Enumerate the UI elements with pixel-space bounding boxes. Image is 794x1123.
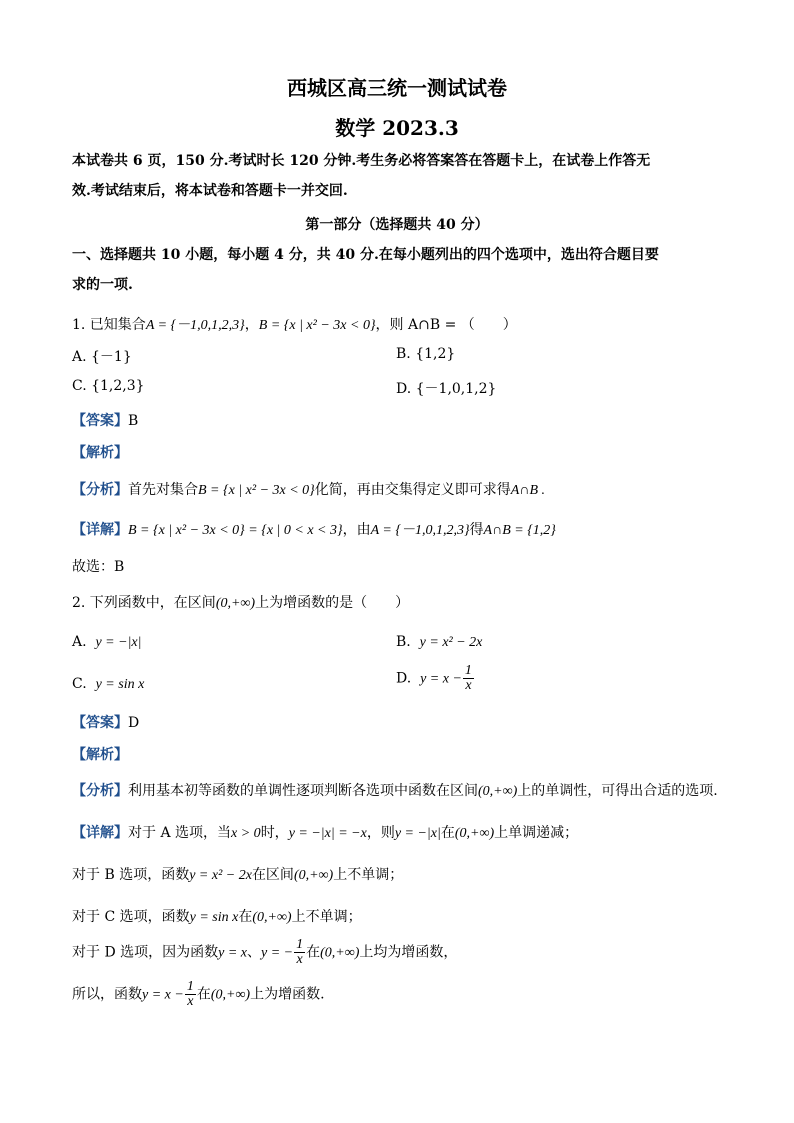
q2-l1-c: ，则: [366, 825, 395, 841]
q2-l1-m3: y = −|x|: [394, 826, 441, 841]
q2-option-d-fraction: [463, 664, 474, 693]
q1-fenxi-math: B = {x | x² − 3x < 0}: [198, 483, 315, 498]
q2-option-b: [396, 634, 482, 651]
q2-fenxi-text-2: 上的单调性，可得出合适的选项.: [517, 783, 718, 799]
q1-option-d: D. {－1,0,1,2}: [396, 381, 497, 397]
q1-stem: [72, 314, 517, 334]
q2-l1-a: 对于 A 选项，当: [128, 825, 232, 841]
q2-xiangjie-line-1: [72, 822, 578, 842]
q1-xiangjie: [72, 519, 556, 539]
q2-xiangjie-line-2: [72, 864, 403, 884]
q2-l4-m2: y = −: [261, 945, 294, 961]
q1-option-a: A. {－1}: [72, 349, 132, 365]
q2-fenxi-text: 利用基本初等函数的单调性逐项判断各选项中函数在区间: [128, 783, 478, 799]
answer-tag: 【答案】: [72, 715, 128, 731]
q2-fenxi-interval: (0,+∞): [478, 784, 518, 799]
q1-xiangjie-math-3: A∩B = {1,2}: [483, 523, 556, 538]
fraction-numerator: 1: [186, 979, 194, 994]
q2-interval: (0,+∞): [215, 596, 256, 611]
q1-conclusion: 故选：B: [72, 559, 125, 575]
q1-comma: ，: [244, 317, 259, 333]
q1-prefix: 1. 已知集合: [72, 317, 146, 333]
q1-fenxi-math-2: A∩B .: [510, 483, 545, 498]
q2-l2-m2: (0,+∞): [293, 868, 334, 883]
q1-set-b: B = {x | x² − 3x < 0}: [258, 318, 376, 333]
section-line-1: 一、选择题共 10 小题，每小题 4 分，共 40 分.在每小题列出的四个选项中，选出符合题目要: [72, 247, 659, 263]
q2-l5-c: 上为增函数.: [250, 986, 325, 1003]
q2-stem-prefix: 2. 下列函数中，在区间: [72, 595, 216, 611]
q2-l5-b: 在: [196, 986, 211, 1003]
q2-fenxi: [72, 780, 718, 800]
q1-xiangjie-math: B = {x | x² − 3x < 0} = {x | 0 < x < 3}: [128, 523, 343, 538]
q2-l2-b: 在区间: [251, 867, 294, 883]
q2-l5-m1: y = x −: [142, 987, 184, 1003]
q2-analysis-tag: 【解析】: [72, 747, 128, 763]
q2-l2-m1: y = x² − 2x: [189, 868, 252, 883]
q2-l3-c: 上不单调；: [291, 909, 362, 925]
q2-l3-a: 对于 C 选项，函数: [72, 909, 190, 925]
q2-l1-d: 在: [440, 825, 455, 841]
page-subtitle: 数学 2023.3: [335, 116, 459, 140]
q2-l5-fraction: [185, 980, 196, 1009]
q2-xiangjie-line-4: [72, 938, 457, 967]
q2-answer-value: D: [128, 715, 140, 731]
q2-l4-b: 、: [247, 944, 261, 961]
q2-l1-m4: (0,+∞): [454, 826, 495, 841]
q2-l1-e: 上单调递减；: [494, 825, 579, 841]
q2-l4-d: 上均为增函数，: [359, 944, 458, 961]
q2-xiangjie-line-3: [72, 906, 362, 926]
instructions-line-2: 效.考试结束后，将本试卷和答题卡一并交回.: [72, 183, 348, 199]
fenxi-tag: 【分析】: [72, 783, 128, 799]
q2-l5-a: 所以，函数: [72, 986, 142, 1003]
page-title: 西城区高三统一测试试卷: [287, 76, 507, 100]
q1-fenxi-text-2: 化简，再由交集得定义即可求得: [314, 482, 511, 498]
q2-option-b-label: B.: [396, 634, 411, 650]
q1-analysis-tag: 【解析】: [72, 445, 128, 461]
q2-option-d: [396, 664, 475, 693]
fraction-denominator: x: [296, 952, 303, 967]
q2-l3-b: 在: [238, 909, 253, 925]
q1-answer-value: B: [128, 413, 139, 429]
q2-l4-m1: y = x: [218, 945, 247, 961]
q2-l3-m1: y = sin x: [189, 910, 239, 925]
q2-option-d-math: y = x −: [420, 671, 462, 687]
q2-l1-b: 时，: [260, 825, 289, 841]
fenxi-tag: 【分析】: [72, 482, 128, 498]
fraction-numerator: 1: [464, 663, 472, 678]
q2-l3-m2: (0,+∞): [252, 910, 292, 925]
q1-xiangjie-text: ，由: [342, 522, 371, 538]
answer-tag: 【答案】: [72, 413, 128, 429]
section-line-2: 求的一项.: [72, 277, 133, 293]
q2-l4-fraction: [294, 938, 305, 967]
q2-stem: [72, 592, 409, 612]
xiangjie-tag: 【详解】: [72, 825, 128, 841]
q1-fenxi: [72, 479, 545, 499]
q2-l2-a: 对于 B 选项，函数: [72, 867, 190, 883]
q2-l2-c: 上不单调；: [333, 867, 404, 883]
fraction-numerator: 1: [296, 937, 304, 952]
q2-option-a-label: A.: [72, 634, 87, 650]
q1-xiangjie-math-2: A = {－1,0,1,2,3}: [370, 523, 470, 538]
fraction-denominator: x: [187, 994, 194, 1009]
xiangjie-tag: 【详解】: [72, 522, 128, 538]
q2-option-d-label: D.: [396, 670, 412, 687]
q2-l4-c: 在: [306, 944, 321, 961]
q1-xiangjie-text-2: 得: [469, 522, 484, 538]
q2-option-c-label: C.: [72, 676, 87, 692]
q1-fenxi-text-1: 首先对集合: [128, 482, 198, 498]
q2-option-b-math: y = x² − 2x: [419, 635, 483, 650]
q1-option-c: C. {1,2,3}: [72, 378, 145, 394]
q2-option-a: [72, 634, 142, 651]
part1-heading: 第一部分（选择题共 40 分）: [305, 217, 489, 233]
q1-set-a: A = {－1,0,1,2,3}: [145, 318, 245, 333]
q2-l1-m1: x > 0: [231, 826, 261, 841]
q2-xiangjie-line-5: [72, 980, 325, 1009]
q1-tail: ，则 A∩B = （ ）: [375, 317, 517, 333]
q2-l5-m2: (0,+∞): [210, 987, 251, 1003]
fraction-denominator: x: [465, 678, 472, 693]
q2-stem-suffix: 上为增函数的是（ ）: [255, 595, 410, 611]
q1-option-b: B. {1,2}: [396, 346, 456, 362]
q2-option-c-math: y = sin x: [95, 677, 145, 692]
q2-option-c: [72, 676, 144, 693]
q2-answer: [72, 712, 139, 732]
q1-answer: [72, 410, 138, 430]
q2-l4-m3: (0,+∞): [320, 945, 360, 961]
q2-l4-a: 对于 D 选项，因为函数: [72, 944, 219, 961]
q2-l1-m2: y = −|x| = −x: [288, 826, 367, 841]
instructions-line-1: 本试卷共 6 页，150 分.考试时长 120 分钟.考生务必将答案答在答题卡上，在试卷上作答无: [72, 153, 651, 169]
q2-option-a-math: y = −|x|: [95, 635, 142, 650]
